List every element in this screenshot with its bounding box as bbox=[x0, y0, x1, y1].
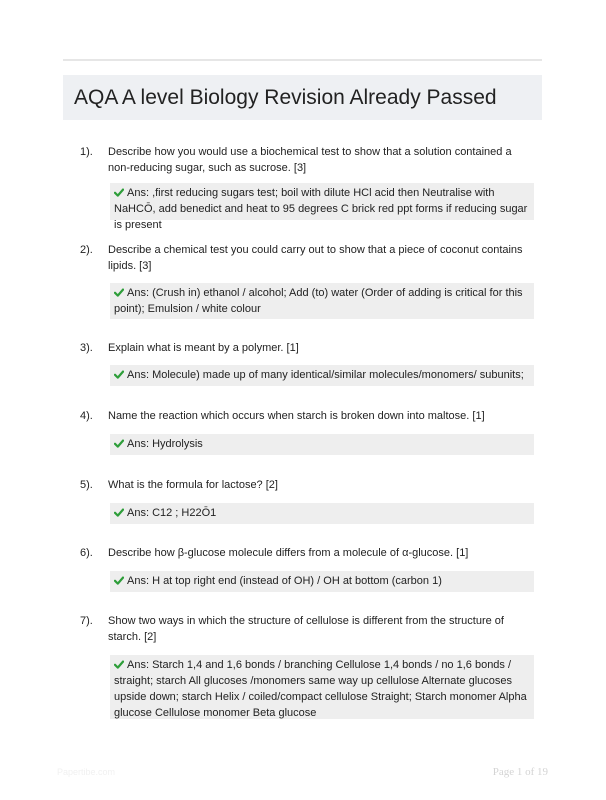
answer-box bbox=[110, 434, 534, 455]
check-icon bbox=[114, 188, 124, 197]
document-title: AQA A level Biology Revision Already Passed bbox=[74, 86, 497, 109]
check-icon bbox=[114, 288, 124, 297]
answer-text: Ans: Hydrolysis bbox=[127, 438, 203, 450]
question-number: 3). bbox=[80, 342, 93, 354]
title-banner bbox=[63, 75, 542, 120]
footer-watermark: Papertibe.com bbox=[57, 767, 116, 777]
top-divider bbox=[63, 59, 542, 61]
question-number: 1). bbox=[80, 146, 93, 158]
answer-box bbox=[110, 283, 534, 319]
answer-box bbox=[110, 655, 534, 719]
check-icon bbox=[114, 660, 124, 669]
answer-box bbox=[110, 571, 534, 592]
answer-text: Ans: C12 ; H22Ō1 bbox=[127, 507, 217, 519]
question-text: Show two ways in which the structure of cellulose is different from the structure of starch. [2] bbox=[108, 615, 504, 643]
question-number: 6). bbox=[80, 547, 93, 559]
question-number: 5). bbox=[80, 479, 93, 491]
answer-text: Ans: ,first reducing sugars test; boil with dilute HCl acid then Neutralise with NaHCŌ, add benedict and heat to 95 degrees C brick red ppt forms if reducing sugar is present bbox=[114, 187, 528, 231]
check-icon bbox=[114, 439, 124, 448]
question-text: Describe how β-glucose molecule differs from a molecule of α-glucose. [1] bbox=[108, 547, 469, 559]
question-text: Describe how you would use a biochemical test to show that a solution contained a non-reducing sugar, such as sucrose. [3] bbox=[108, 146, 512, 174]
question-text: Name the reaction which occurs when starch is broken down into maltose. [1] bbox=[108, 410, 485, 422]
answer-text: Ans: H at top right end (instead of OH) / OH at bottom (carbon 1) bbox=[127, 575, 442, 587]
check-icon bbox=[114, 508, 124, 517]
question-text: Describe a chemical test you could carry out to show that a piece of coconut contains lipids. [3] bbox=[108, 244, 523, 272]
question-number: 4). bbox=[80, 410, 93, 422]
page-indicator: Page 1 of 19 bbox=[492, 766, 548, 778]
answer-text: Ans: Molecule) made up of many identical/similar molecules/monomers/ subunits; bbox=[127, 369, 524, 381]
question-text: Explain what is meant by a polymer. [1] bbox=[108, 342, 299, 354]
question-text: What is the formula for lactose? [2] bbox=[108, 479, 278, 491]
question-number: 2). bbox=[80, 244, 93, 256]
answer-text: Ans: Starch 1,4 and 1,6 bonds / branching Cellulose 1,4 bonds / no 1,6 bonds / straight; starch All glucoses /monomers same way up cellulose Alternate glucoses upside down; starch Helix / coiled/compact cellulose Straight; Starch monomer Alpha glucose Cellulose monomer Beta glucose bbox=[114, 659, 527, 719]
check-icon bbox=[114, 576, 124, 585]
answer-box bbox=[110, 183, 534, 231]
check-icon bbox=[114, 370, 124, 379]
answer-box bbox=[110, 503, 534, 524]
answer-text: Ans: (Crush in) ethanol / alcohol; Add (to) water (Order of adding is critical for this point); Emulsion / white colour bbox=[114, 287, 523, 315]
question-number: 7). bbox=[80, 615, 93, 627]
answer-box bbox=[110, 365, 534, 386]
